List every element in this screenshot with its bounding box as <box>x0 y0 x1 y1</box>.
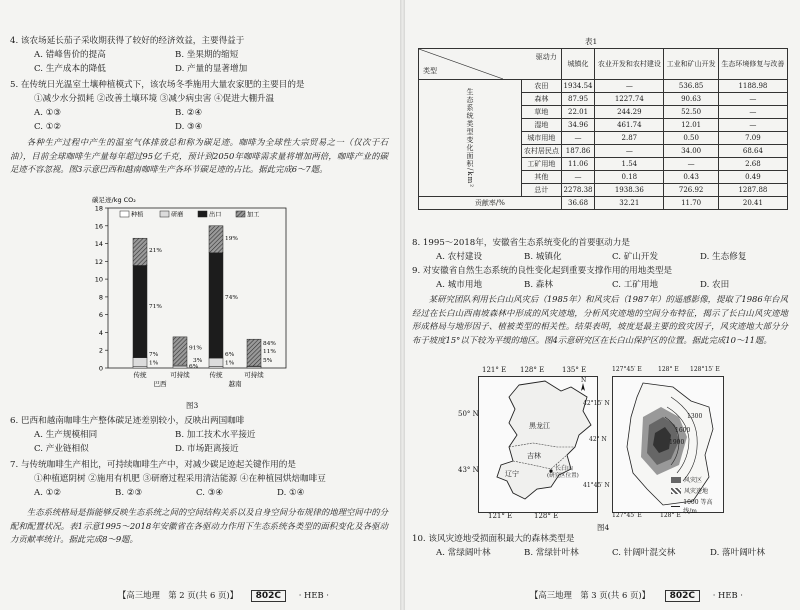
legend-swatch-2 <box>160 211 169 217</box>
legend-swatch-wind-site <box>671 488 681 494</box>
q8-option-b[interactable]: B. 城镇化 <box>524 252 562 262</box>
footer-right-text: 【高三地理 第 3 页(共 6 页)】 <box>530 590 650 600</box>
map2-contour-1600: 1600 <box>675 427 691 434</box>
legend-label-1: 种植 <box>131 211 144 219</box>
q7-stem: 7. 与传统咖啡生产相比，可持续咖啡生产中，对减少碳足迹起关键作用的是 <box>10 460 296 470</box>
bar-segment <box>247 339 261 366</box>
bar-segment <box>209 253 223 358</box>
table1-header-2: 工业和矿山开发 <box>664 49 718 80</box>
data-label: 19% <box>225 236 238 243</box>
x-tick-label: 传统 <box>209 371 223 379</box>
legend-swatch-contour <box>671 506 680 507</box>
table-cell: 244.29 <box>595 106 664 119</box>
table1-header-3: 生态环境修复与改善 <box>718 49 787 80</box>
y-tick-label: 6 <box>98 311 103 320</box>
table-cell: — <box>561 132 594 145</box>
data-label: 74% <box>225 294 238 301</box>
map2-contour-1900: 1900 <box>669 439 685 446</box>
table-cell: — <box>718 106 787 119</box>
map1-site-label: 长白山 <box>555 465 574 472</box>
legend-swatch-1 <box>120 211 129 217</box>
legend-label-2: 研磨 <box>171 211 184 219</box>
data-label: 5% <box>263 358 273 364</box>
q5-option-d[interactable]: D. ③④ <box>175 122 203 132</box>
q10-11-intro: 某研究团队利用长白山风灾后（1985年）和风灾后（1987年）的遥感影像，提取了1986年台风经过在长白山西南坡森林中形成的风灾迹地，分析风灾迹地的空间分布特征，揭示了长白山风灾迹地形成格局与地形因子、植被类型的相关性。结果表明，坡度是最主要的致灾因子，风灾迹地大部分分布于坡度15°以下较为平缓的地区。图4示意研究区在长白山保护区的位置。据此完成10～11题。 <box>412 294 788 345</box>
table-cell: 34.96 <box>561 119 594 132</box>
map2-lon-top-1: 128° E <box>658 366 679 373</box>
figure4-map-northeast-china <box>478 376 598 513</box>
legend-label-3: 出口 <box>209 211 222 219</box>
map2-lat-1: 42° N <box>589 436 607 443</box>
table1-corner-bottom: 类型 <box>423 67 437 75</box>
q10-option-d[interactable]: D. 落叶阔叶林 <box>710 548 766 558</box>
q5-statements: ①减少水分损耗 ②改善土壤环境 ③减少病虫害 ④促进大棚升温 <box>34 94 275 104</box>
map1-north-arrow-label: N <box>581 377 587 384</box>
map2-legend-label-2: 1000 等高线/m <box>683 499 713 515</box>
figure4-map-study-area <box>612 376 724 513</box>
footer-left <box>118 589 329 601</box>
y-tick-label: 2 <box>98 346 103 355</box>
table-cell: 87.95 <box>561 93 594 106</box>
map2-legend <box>671 475 723 515</box>
map2-lon-top-2: 128°15′ E <box>690 366 720 373</box>
map2-legend-label-0: 风灾区 <box>684 477 703 484</box>
q4-option-b[interactable]: B. 坐果期的缩短 <box>175 50 239 60</box>
table-cell: 0.43 <box>664 171 718 184</box>
table-cell: 0.49 <box>718 171 787 184</box>
table1-caption: 表1 <box>585 37 598 46</box>
table-cell: 2.68 <box>718 158 787 171</box>
q9-stem: 9. 对安徽省自然生态系统的良性变化起到重要支撑作用的用地类型是 <box>412 266 673 276</box>
table-cell-contribution: 36.68 <box>561 197 594 210</box>
group-label: 越南 <box>228 380 242 388</box>
table-cell: 34.00 <box>664 145 718 158</box>
q7-statements: ①种植遮阴树 ②施用有机肥 ③研磨过程采用清洁能源 ④在种植园烘焙咖啡豆 <box>34 474 326 484</box>
data-label: 11% <box>263 349 276 356</box>
map1-lon-top-0: 121° E <box>482 366 507 374</box>
q6-option-a[interactable]: A. 生产规模相同 <box>34 430 98 440</box>
footer-right-code: 802C <box>665 590 700 602</box>
q7-option-b[interactable]: B. ②③ <box>115 488 143 498</box>
data-label: 6% <box>225 351 235 358</box>
table-cell: 536.85 <box>664 80 718 93</box>
q9-option-a[interactable]: A. 城市用地 <box>436 280 483 290</box>
map1-lat-0: 50° N <box>458 410 479 418</box>
bar-segment <box>209 226 223 253</box>
q9-option-d[interactable]: D. 农田 <box>700 280 730 290</box>
q10-stem: 10. 该风灾迹地受损面积最大的森林类型是 <box>412 534 575 544</box>
table-cell: 90.63 <box>664 93 718 106</box>
legend-label-4: 加工 <box>247 211 260 219</box>
map1-lon-top-2: 135° E <box>562 366 587 374</box>
table1-header-0: 城镇化 <box>561 49 594 80</box>
table-cell-contribution-label: 贡献率/% <box>419 197 562 210</box>
data-label: 71% <box>149 303 162 310</box>
bar-segment <box>133 358 147 367</box>
map2-legend-item-wind-zone <box>671 475 723 484</box>
table-cell: 0.18 <box>595 171 664 184</box>
map2-lon-bottom-1: 128° E <box>660 512 681 519</box>
table-cell: — <box>718 119 787 132</box>
table-cell: 52.50 <box>664 106 718 119</box>
table-cell: 22.01 <box>561 106 594 119</box>
data-label: 84% <box>263 341 276 348</box>
map2-lat-2: 41°45′ N <box>583 482 610 489</box>
q6-option-c[interactable]: C. 产业链相似 <box>34 444 89 454</box>
q8-stem: 8. 1995～2018年，安徽省生态系统变化的首要驱动力是 <box>412 238 630 248</box>
table1 <box>418 48 788 210</box>
group-label: 巴西 <box>153 380 167 388</box>
data-label: 1% <box>225 360 235 367</box>
table-cell: 187.86 <box>561 145 594 158</box>
map2-lon-bottom-0: 127°45′ E <box>612 512 642 519</box>
y-tick-label: 18 <box>94 204 103 213</box>
map1-lon-top-1: 128° E <box>520 366 545 374</box>
q7-option-c[interactable]: C. ③④ <box>196 488 224 498</box>
table-cell: 2278.38 <box>561 184 594 197</box>
table-cell: 0.50 <box>664 132 718 145</box>
y-tick-label: 14 <box>94 240 103 249</box>
map1-label-heilongjiang: 黑龙江 <box>529 422 550 430</box>
data-label: 6% <box>189 364 199 371</box>
table-cell: — <box>595 145 664 158</box>
q6-option-b[interactable]: B. 加工技术水平接近 <box>175 430 256 440</box>
legend-swatch-4 <box>236 211 245 217</box>
q9-option-c[interactable]: C. 工矿用地 <box>612 280 659 290</box>
figure3-caption: 图3 <box>186 401 199 410</box>
table-cell: — <box>718 93 787 106</box>
table-row <box>419 80 788 93</box>
q6-stem: 6. 巴西和越南咖啡生产整体碳足迹差别较小，反映出两国咖啡 <box>10 416 245 426</box>
table-cell: 1938.36 <box>595 184 664 197</box>
map2-legend-label-1: 风灾迹地 <box>684 488 709 495</box>
map1-site-sublabel: (研究区位置) <box>547 473 579 479</box>
q8-option-a[interactable]: A. 农村建设 <box>436 252 483 262</box>
y-tick-label: 10 <box>94 275 103 284</box>
table-cell-type: 城市用地 <box>522 132 562 145</box>
table-cell-type: 总计 <box>522 184 562 197</box>
bar-segment <box>133 265 147 357</box>
table-cell: 461.74 <box>595 119 664 132</box>
table1-side-label: 生态系统类型变化面积/km² <box>419 80 522 197</box>
q6-7-intro: 各种生产过程中产生的温室气体排放总和称为碳足迹。咖啡为全球性大宗贸易之一（仅次于石油），目前全球咖啡生产量每年超过95亿千克，预计到2050年咖啡需求量将增加两倍，咖啡产业的碳足迹不容忽视。图3示意巴西和越南咖啡生产各环节碳足迹的占比。据此完成6～7题。 <box>10 137 388 174</box>
footer-right-mark: · HEB · <box>712 590 743 600</box>
data-label: 21% <box>149 247 162 254</box>
q4-option-a[interactable]: A. 错峰售价的提高 <box>34 50 106 60</box>
table1-corner-top: 驱动力 <box>535 53 557 61</box>
map1-label-liaoning: 辽宁 <box>505 470 519 478</box>
q5-stem: 5. 在传统日光温室土壤种植模式下，该农场冬季施用大量农家肥的主要目的是 <box>10 80 305 90</box>
table-cell-type: 其他 <box>522 171 562 184</box>
q4-option-d[interactable]: D. 产量的显著增加 <box>175 64 248 74</box>
table-cell: 726.92 <box>664 184 718 197</box>
legend-swatch-3 <box>198 211 207 217</box>
y-tick-label: 0 <box>98 364 103 373</box>
table-cell: 68.64 <box>718 145 787 158</box>
data-label: 7% <box>149 351 159 358</box>
data-label: 1% <box>149 360 159 367</box>
q10-option-c[interactable]: C. 针阔叶混交林 <box>612 548 676 558</box>
y-axis-title: 碳足迹/kg CO₂ <box>92 196 136 204</box>
table-cell-type: 草地 <box>522 106 562 119</box>
table-cell-type: 农村居民点 <box>522 145 562 158</box>
q10-option-a[interactable]: A. 常绿阔叶林 <box>436 548 491 558</box>
q7-option-d[interactable]: D. ①④ <box>277 488 305 498</box>
table-cell: 1.54 <box>595 158 664 171</box>
table1-header-1: 农业开发和农村建设 <box>595 49 664 80</box>
figure4-caption: 图4 <box>597 523 610 532</box>
table-cell: 1188.98 <box>718 80 787 93</box>
table-cell-type: 工矿用地 <box>522 158 562 171</box>
q6-option-d[interactable]: D. 市场距离接近 <box>175 444 239 454</box>
q4-stem: 4. 该农场延长茄子采收期获得了较好的经济效益，主要得益于 <box>10 36 245 46</box>
map1-lon-bottom-1: 128° E <box>534 512 559 520</box>
footer-left-mark: · HEB · <box>298 590 329 600</box>
footer-right <box>530 589 743 601</box>
footer-left-text: 【高三地理 第 2 页(共 6 页)】 <box>118 590 238 600</box>
table-cell-type: 湿地 <box>522 119 562 132</box>
table-row-contribution <box>419 197 788 210</box>
table-cell: — <box>664 158 718 171</box>
legend-swatch-wind-zone <box>671 477 681 483</box>
data-label: 3% <box>193 358 203 364</box>
table-cell: 12.01 <box>664 119 718 132</box>
table-cell-contribution: 11.70 <box>664 197 718 210</box>
map2-contour-1300: 1300 <box>687 413 703 420</box>
bar-segment <box>173 366 187 368</box>
figure3-stacked-bar-chart <box>68 190 293 400</box>
y-tick-label: 12 <box>94 257 103 266</box>
table-cell: 1934.54 <box>561 80 594 93</box>
map2-lat-0: 42°15′ N <box>583 400 610 407</box>
x-tick-label: 传统 <box>133 371 147 379</box>
table-cell: 7.09 <box>718 132 787 145</box>
data-label: 91% <box>189 345 202 352</box>
table1-corner <box>419 49 562 80</box>
y-tick-label: 8 <box>98 293 103 302</box>
map1-lon-bottom-0: 121° E <box>488 512 513 520</box>
table-cell: 1287.88 <box>718 184 787 197</box>
x-tick-label: 可持续 <box>170 371 190 379</box>
q5-option-a[interactable]: A. ①③ <box>34 108 62 118</box>
q8-option-d[interactable]: D. 生态修复 <box>700 252 747 262</box>
map2-lon-top-0: 127°45′ E <box>612 366 642 373</box>
bar-segment <box>173 337 187 365</box>
q4-option-c[interactable]: C. 生产成本的降低 <box>34 64 106 74</box>
map1-lat-1: 43° N <box>458 466 479 474</box>
q10-option-b[interactable]: B. 常绿针叶林 <box>524 548 579 558</box>
table-cell: 2.87 <box>595 132 664 145</box>
table-cell-type: 森林 <box>522 93 562 106</box>
x-tick-label: 可持续 <box>244 371 264 379</box>
table-cell: 11.06 <box>561 158 594 171</box>
map2-legend-item-wind-site <box>671 486 723 495</box>
q5-option-c[interactable]: C. ①② <box>34 122 62 132</box>
map1-label-jilin: 吉林 <box>527 452 541 460</box>
q5-option-b[interactable]: B. ②④ <box>175 108 203 118</box>
bar-segment <box>209 358 223 367</box>
bar-segment <box>133 238 147 265</box>
table-cell-contribution: 32.21 <box>595 197 664 210</box>
q7-option-a[interactable]: A. ①② <box>34 488 62 498</box>
table-cell-type: 农田 <box>522 80 562 93</box>
q8-9-intro: 生态系统格局是指能够反映生态系统之间的空间结构关系以及自身空间分布规律的地理空间中的分配和配置状况。表1示意1995～2018年安徽省在各驱动力作用下生态系统各类型的面积变化及各驱动力贡献率统计。据此完成8～9题。 <box>10 507 388 544</box>
q9-option-b[interactable]: B. 森林 <box>524 280 553 290</box>
table-cell: — <box>561 171 594 184</box>
table-cell-contribution: 20.41 <box>718 197 787 210</box>
y-tick-label: 16 <box>94 222 103 231</box>
table-cell: — <box>595 80 664 93</box>
q8-option-c[interactable]: C. 矿山开发 <box>612 252 659 262</box>
footer-left-code: 802C <box>251 590 286 602</box>
y-tick-label: 4 <box>98 328 103 337</box>
table-cell: 1227.74 <box>595 93 664 106</box>
